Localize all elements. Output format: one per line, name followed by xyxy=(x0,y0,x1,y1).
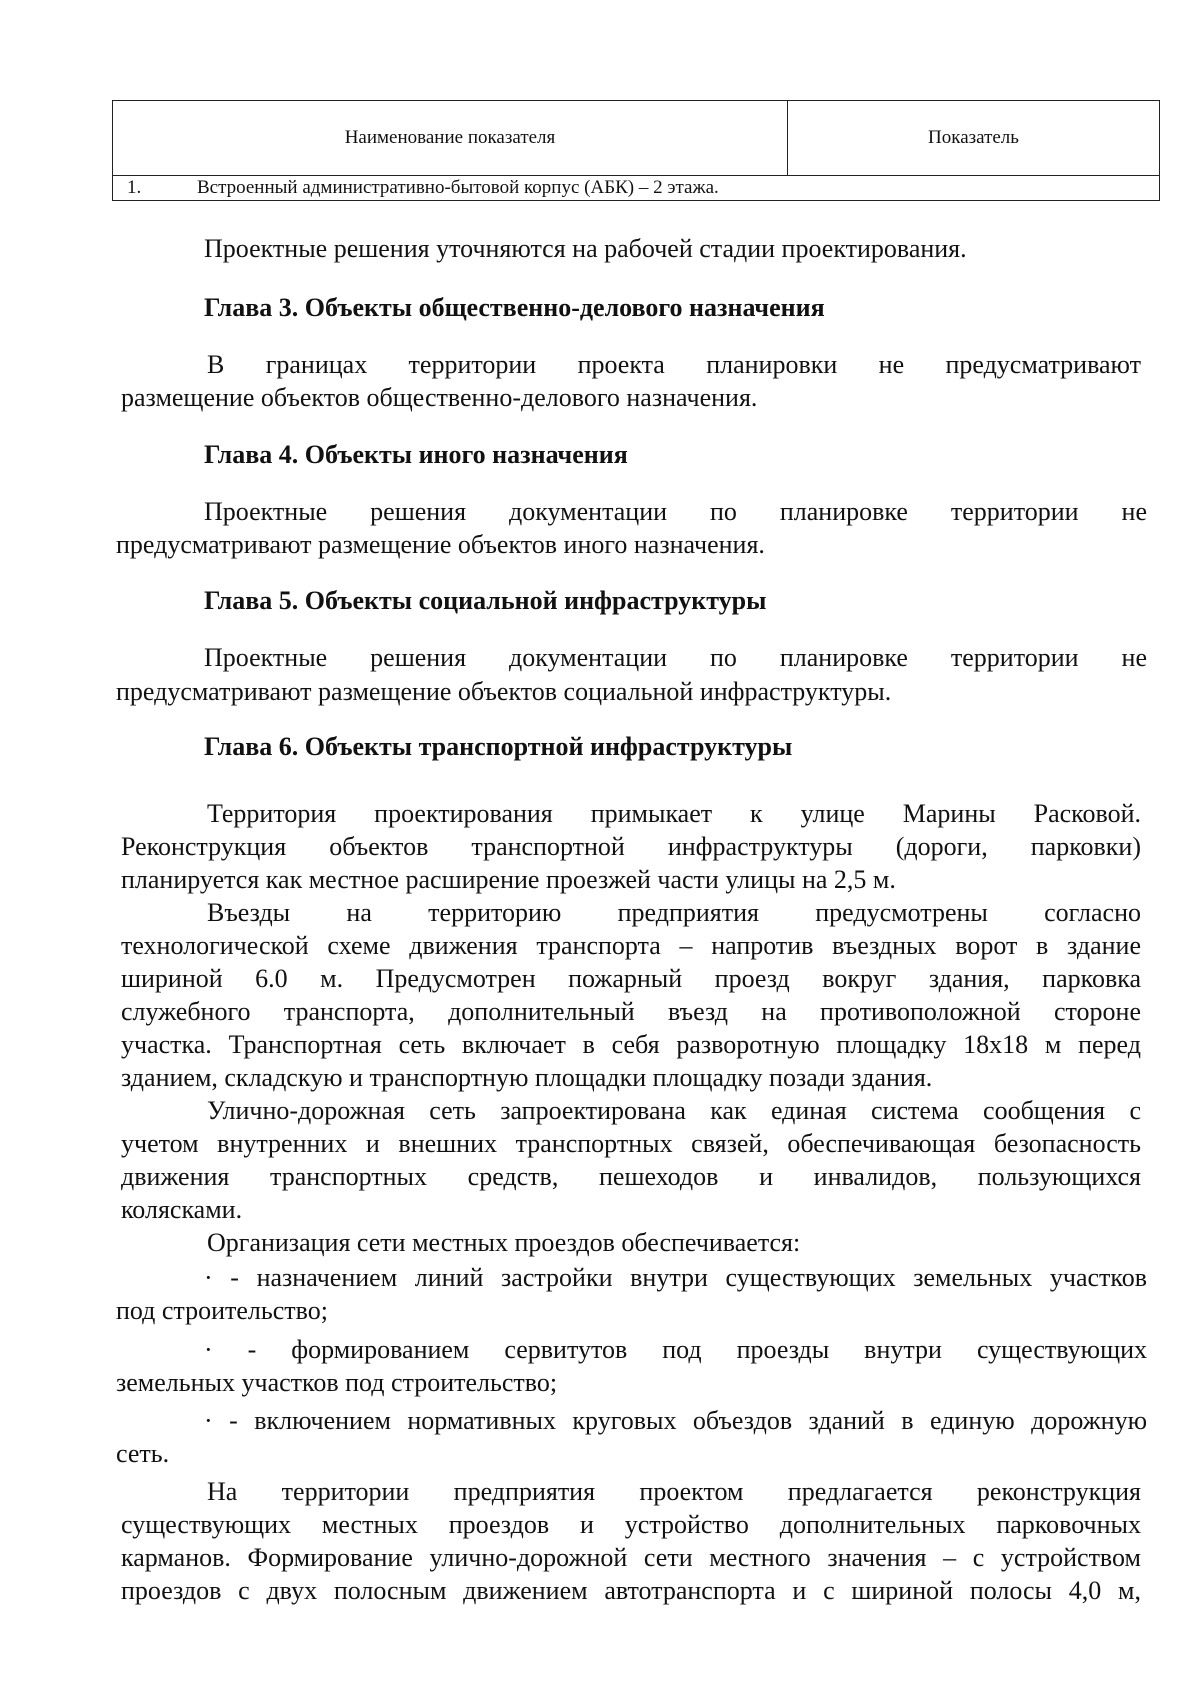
chapter-6-p2-line-5: участка. Транспортная сеть включает в себя разворотную площадку 18х18 м перед xyxy=(121,1030,1141,1059)
table-row-text: Встроенный административно-бытовой корпус (АБК) – 2 этажа. xyxy=(197,177,719,198)
chapter-3-line-1: В границах территории проекта планировки не предусматривают xyxy=(207,350,1141,379)
clarify-paragraph: Проектные решения уточняются на рабочей стадии проектирования. xyxy=(204,234,967,263)
chapter-4-line-1: Проектные решения документации по планировке территории не xyxy=(204,497,1147,526)
chapter-6-p2-line-4: служебного транспорта, дополнительный въезд на противоположной стороне xyxy=(121,997,1141,1026)
chapter-5-line-1: Проектные решения документации по планировке территории не xyxy=(204,643,1147,672)
bullet-1-line-2: под строительство; xyxy=(116,1296,328,1325)
bullet-3-line-1: · - включением нормативных круговых объездов зданий в единую дорожную xyxy=(204,1406,1147,1435)
chapter-5-title: Глава 5. Объекты социальной инфраструктуры xyxy=(204,586,767,615)
indicator-table xyxy=(112,100,1160,201)
chapter-6-p3-line-4: колясками. xyxy=(121,1195,243,1224)
chapter-6-p1-line-3: планируется как местное расширение проезжей части улицы на 2,5 м. xyxy=(121,865,896,894)
chapter-3-line-2: размещение объектов общественно-делового назначения. xyxy=(121,383,758,412)
chapter-6-p5-line-4: проездов с двух полосным движением автотранспорта и с шириной полосы 4,0 м, xyxy=(121,1576,1141,1605)
chapter-6-p3-line-1: Улично-дорожная сеть запроектирована как единая система сообщения с xyxy=(207,1096,1141,1125)
bullet-2-line-1: · - формированием сервитутов под проезды внутри существующих xyxy=(204,1335,1147,1364)
chapter-6-p1-line-1: Территория проектирования примыкает к улице Марины Расковой. xyxy=(207,799,1141,828)
chapter-6-p3-line-3: движения транспортных средств, пешеходов и инвалидов, пользующихся xyxy=(121,1162,1141,1191)
chapter-6-p1-line-2: Реконструкция объектов транспортной инфраструктуры (дороги, парковки) xyxy=(121,832,1141,861)
chapter-6-p5-line-1: На территории предприятия проектом предлагается реконструкция xyxy=(207,1477,1141,1506)
chapter-6-p5-line-3: карманов. Формирование улично-дорожной сети местного значения – с устройством xyxy=(121,1543,1141,1572)
bullet-1-line-1: · - назначением линий застройки внутри существующих земельных участков xyxy=(204,1263,1147,1292)
chapter-6-p2-line-2: технологической схеме движения транспорта – напротив въездных ворот в здание xyxy=(121,931,1141,960)
chapter-6-p4: Организация сети местных проездов обеспечивается: xyxy=(207,1228,801,1257)
chapter-6-title: Глава 6. Объекты транспортной инфраструктуры xyxy=(204,732,793,761)
chapter-4-title: Глава 4. Объекты иного назначения xyxy=(204,440,628,469)
chapter-6-p2-line-6: зданием, складскую и транспортную площадки площадку позади здания. xyxy=(121,1063,933,1092)
chapter-6-p3-line-2: учетом внутренних и внешних транспортных связей, обеспечивающая безопасность xyxy=(121,1129,1141,1158)
chapter-6-p2-line-3: шириной 6.0 м. Предусмотрен пожарный проезд вокруг здания, парковка xyxy=(121,964,1141,993)
bullet-2-line-2: земельных участков под строительство; xyxy=(116,1368,558,1397)
table-header-name: Наименование показателя xyxy=(113,101,788,176)
chapter-4-line-2: предусматривают размещение объектов иного назначения. xyxy=(116,530,765,559)
table-row-number: 1. xyxy=(127,177,142,198)
chapter-6-p2-line-1: Въезды на территорию предприятия предусмотрены согласно xyxy=(207,898,1141,927)
table-row xyxy=(113,176,1160,201)
chapter-5-line-2: предусматривают размещение объектов социальной инфраструктуры. xyxy=(116,677,892,706)
bullet-3-line-2: сеть. xyxy=(116,1439,170,1468)
table-header-value: Показатель xyxy=(788,101,1160,176)
chapter-6-p5-line-2: существующих местных проездов и устройство дополнительных парковочных xyxy=(121,1510,1141,1539)
chapter-3-title: Глава 3. Объекты общественно-делового назначения xyxy=(204,293,825,322)
